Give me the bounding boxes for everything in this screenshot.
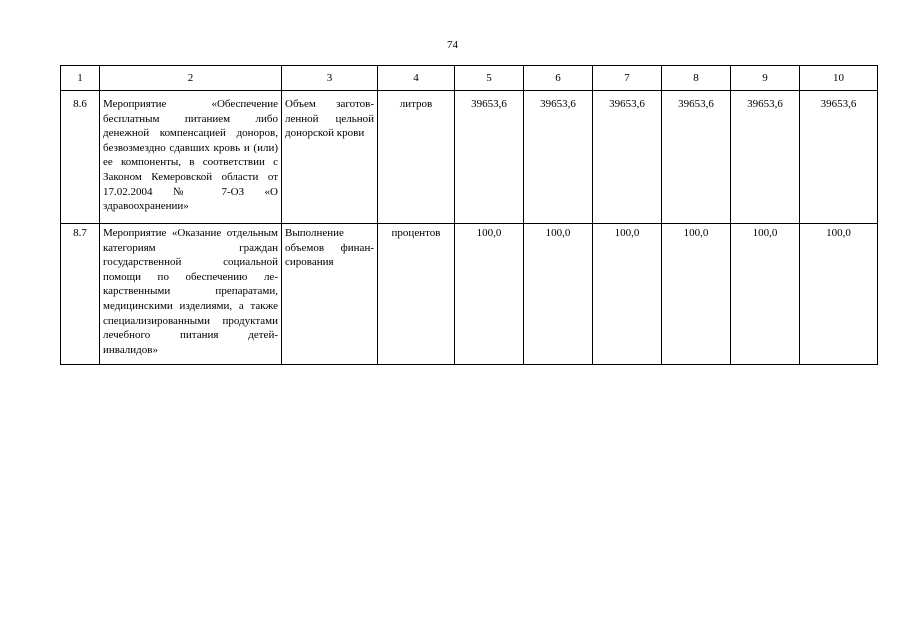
column-header-9: 9 [731, 66, 800, 91]
unit-cell: литров [378, 91, 455, 224]
value-cell: 39653,6 [662, 91, 731, 224]
column-header-2: 2 [100, 66, 282, 91]
table-row [61, 224, 878, 365]
page-number: 74 [447, 39, 458, 51]
column-header-8: 8 [662, 66, 731, 91]
column-header-1: 1 [61, 66, 100, 91]
value-cell: 100,0 [800, 224, 878, 365]
table-row [61, 91, 878, 224]
indicator-cell: Объем заготовленной цельной донорской крови [282, 91, 378, 224]
value-cell: 100,0 [731, 224, 800, 365]
value-cell: 39653,6 [593, 91, 662, 224]
value-cell: 39653,6 [455, 91, 524, 224]
measure-cell: Мероприятие «Оказание отдельным категориям граждан государственной социальной помощи по обеспечению лекарственными препаратами, медицинскими изделиями, а также специализированными продуктами лечебного питания детей-инвалидов» [100, 224, 282, 365]
unit-cell: процентов [378, 224, 455, 365]
measure-cell: Мероприятие «Обеспечение бесплатным питанием либо денежной компенсацией доноров, безвозмездно сдавших кровь и (или) ее компоненты, в соответствии с Законом Кемеровской области от 17.02.2004 № 7-ОЗ «О здравоохранении» [100, 91, 282, 224]
column-header-5: 5 [455, 66, 524, 91]
value-cell: 100,0 [455, 224, 524, 365]
value-cell: 39653,6 [800, 91, 878, 224]
value-cell: 39653,6 [731, 91, 800, 224]
value-cell: 39653,6 [524, 91, 593, 224]
indicator-cell: Выполнение объемов финансирования [282, 224, 378, 365]
column-header-7: 7 [593, 66, 662, 91]
column-header-4: 4 [378, 66, 455, 91]
data-table [60, 65, 878, 365]
value-cell: 100,0 [524, 224, 593, 365]
column-header-3: 3 [282, 66, 378, 91]
row-number: 8.7 [61, 224, 100, 365]
value-cell: 100,0 [593, 224, 662, 365]
column-header-6: 6 [524, 66, 593, 91]
header-row [61, 66, 878, 91]
row-number: 8.6 [61, 91, 100, 224]
value-cell: 100,0 [662, 224, 731, 365]
column-header-10: 10 [800, 66, 878, 91]
